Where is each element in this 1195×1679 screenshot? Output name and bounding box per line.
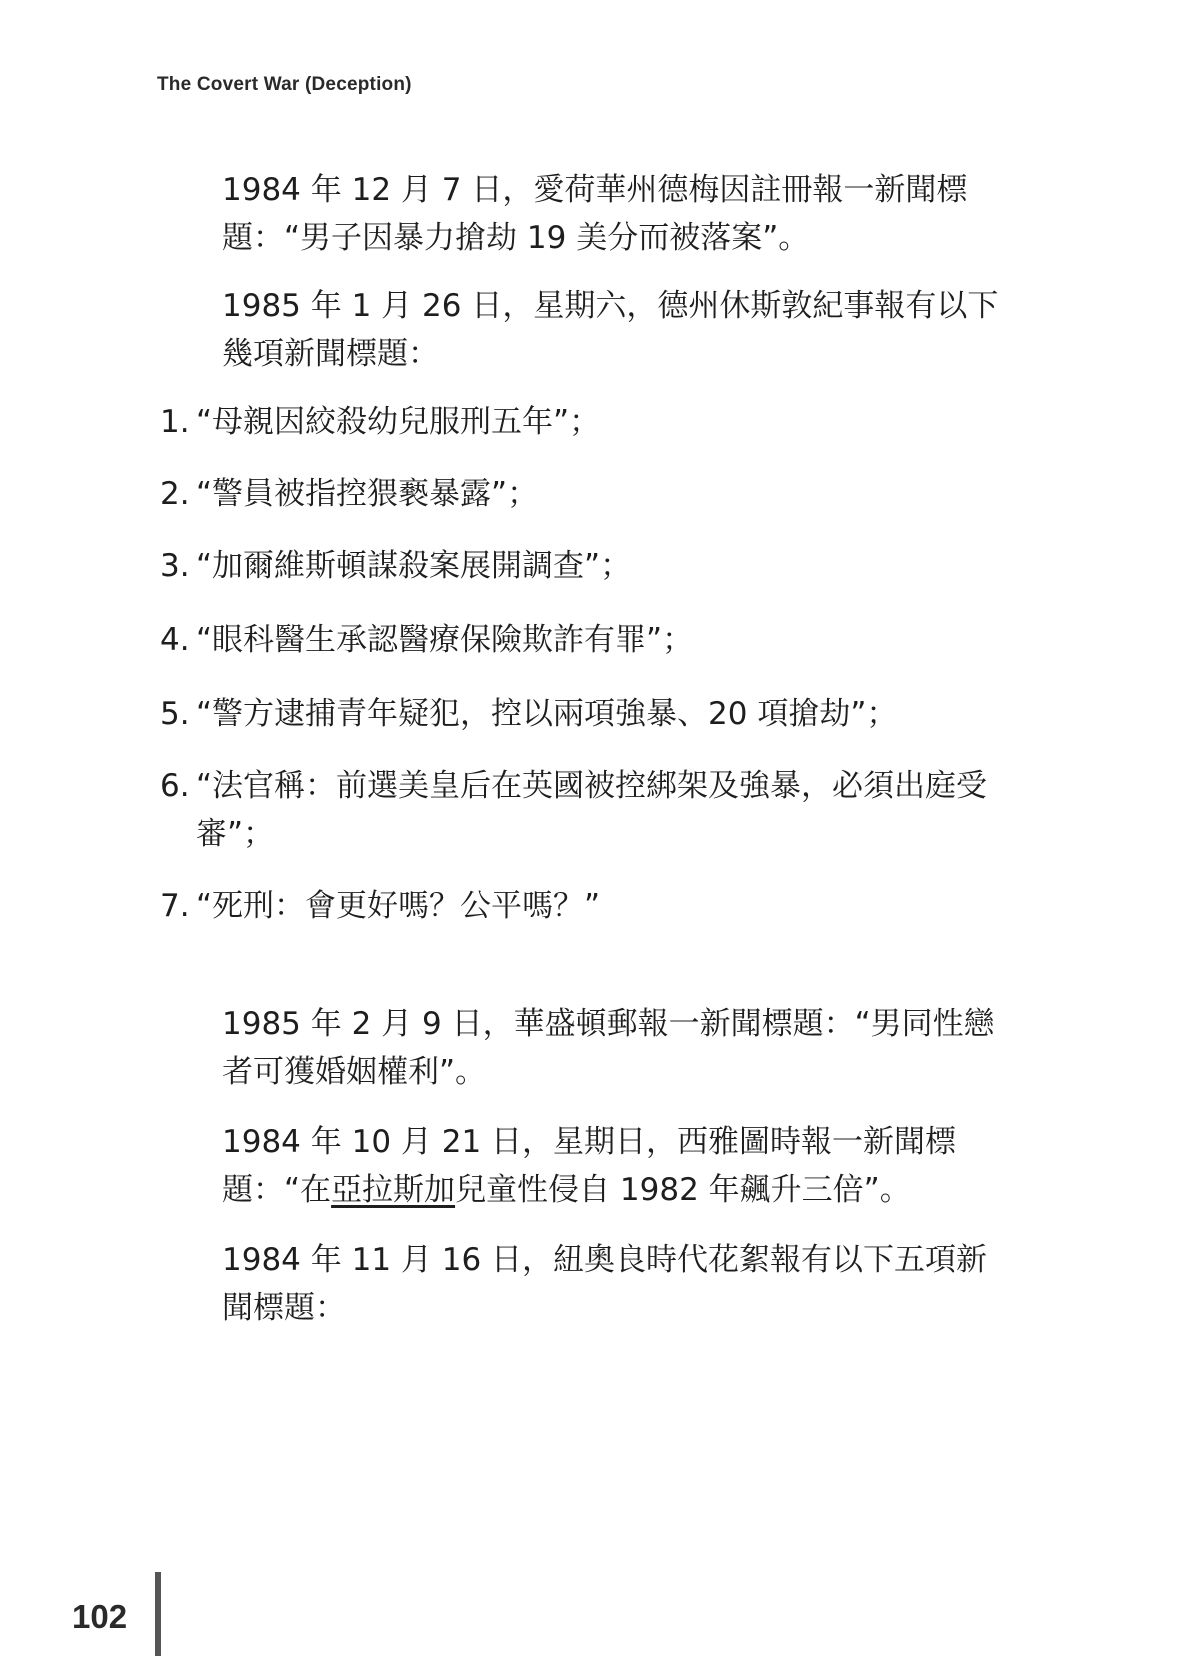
list-item-text: “眼科醫生承認醫療保險欺詐有罪”； — [196, 622, 694, 658]
list-item-text: “法官稱：前選美皇后在英國被控綁架及強暴，必須出庭受審”； — [196, 768, 988, 852]
page-number-bar — [155, 1572, 161, 1656]
list-item-text: “母親因絞殺幼兒服刑五年”； — [196, 404, 601, 440]
list-item-text: “警員被指控猥褻暴露”； — [196, 476, 539, 512]
list-item-number: 3. — [160, 548, 190, 584]
list-item — [160, 762, 1010, 858]
running-header: The Covert War (Deception) — [157, 74, 412, 95]
list-item — [160, 616, 1010, 664]
list-item — [160, 470, 1010, 518]
underlined-place-name: 亞拉斯加 — [331, 1172, 456, 1208]
paragraph-4 — [160, 1118, 1010, 1214]
list-item-text: “死刑：會更好嗎？公平嗎？” — [196, 888, 601, 924]
list-item-text: “警方逮捕青年疑犯，控以兩項強暴、20 項搶劫”； — [196, 696, 898, 732]
list-item-text: “加爾維斯頓謀殺案展開調查”； — [196, 548, 632, 584]
list-item — [160, 882, 1010, 930]
list-item-number: 4. — [160, 622, 190, 658]
list-item-number: 7. — [160, 888, 190, 924]
list-item — [160, 542, 1010, 590]
list-item — [160, 690, 1010, 738]
paragraph-3: 1985 年 2 月 9 日，華盛頓郵報一新聞標題：“男同性戀者可獲婚姻權利”。 — [222, 1006, 995, 1090]
paragraph-5: 1984 年 11 月 16 日，紐奧良時代花絮報有以下五項新聞標題： — [222, 1242, 988, 1326]
list-item-number: 1. — [160, 404, 190, 440]
paragraph-4-text: 1984 年 10 月 21 日，星期日，西雅圖時報一新聞標題：“在 — [222, 1124, 957, 1208]
paragraph-4-text-end: 兒童性侵自 1982 年飆升三倍”。 — [455, 1172, 911, 1208]
paragraph-1: 1984 年 12 月 7 日，愛荷華州德梅因註冊報一新聞標題：“男子因暴力搶劫 19 美分而被落案”。 — [222, 172, 968, 256]
list-item — [160, 398, 1010, 446]
paragraph-2: 1985 年 1 月 26 日，星期六，德州休斯敦紀事報有以下幾項新聞標題： — [222, 288, 999, 372]
list-item-number: 6. — [160, 768, 190, 804]
list-item-number: 2. — [160, 476, 190, 512]
list-item-number: 5. — [160, 696, 190, 732]
page-number: 102 — [72, 1598, 128, 1635]
